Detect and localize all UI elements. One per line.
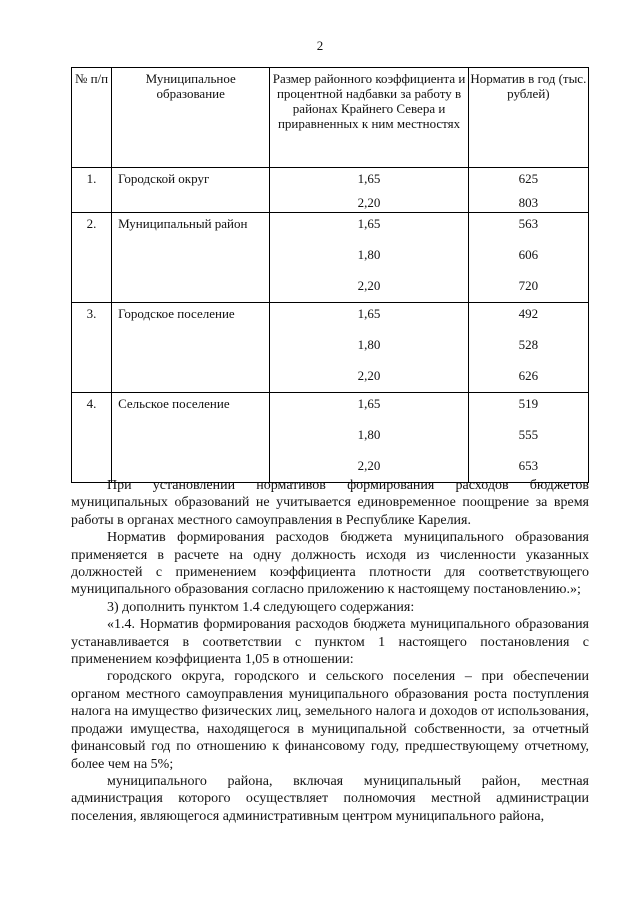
- row-coefficients: [270, 393, 468, 483]
- row-municipality: Сельское поселение: [112, 393, 270, 483]
- norm-value: 528: [518, 337, 539, 352]
- row-coefficients: [270, 303, 468, 393]
- norms-table: [71, 67, 589, 483]
- norm-value: 606: [518, 247, 539, 262]
- header-municipality: Муниципальное образование: [112, 68, 270, 168]
- coefficient-value: 1,65: [357, 306, 381, 321]
- coefficient-value: 1,80: [357, 337, 381, 352]
- page-number: 2: [316, 38, 324, 53]
- row-number: 3.: [72, 303, 112, 393]
- table-row: [72, 393, 589, 483]
- paragraph: «1.4. Норматив формирования расходов бюджета муниципального образования устанавливается в соответствии с пунктом 1 настоящего постановления с применением коэффициента 1,05 в отношении:: [71, 617, 589, 668]
- header-coefficient: Размер районного коэффициента и процентной надбавки за работу в районах Крайнего Севера и приравненных к ним местностях: [270, 68, 468, 168]
- table-header-row: [72, 68, 589, 168]
- table-row: [72, 303, 589, 393]
- coefficient-value: 2,20: [357, 278, 381, 293]
- header-norm: Норматив в год (тыс. рублей): [468, 68, 588, 168]
- row-municipality: Городское поселение: [112, 303, 270, 393]
- paragraph: городского округа, городского и сельского поселения – при обеспечении органом местного самоуправления муниципального образования роста поступления налога на имущество физических лиц, земельного налога и доходов от использования, продажи имущества, находящегося в муниципальной собственности, за отчетный финансовый год по отношению к финансовому году, предшествующему отчетному, более чем на 5%;: [71, 669, 589, 772]
- coefficient-value: 1,65: [357, 171, 381, 186]
- row-number: 4.: [72, 393, 112, 483]
- norm-value: 492: [518, 306, 539, 321]
- row-coefficients: [270, 168, 468, 213]
- body-text: [71, 477, 589, 825]
- coefficient-value: 1,80: [357, 247, 381, 262]
- coefficient-value: 2,20: [357, 368, 381, 383]
- norm-value: 653: [518, 458, 539, 473]
- table-row: [72, 213, 589, 303]
- row-municipality: Муниципальный район: [112, 213, 270, 303]
- coefficient-value: 1,80: [357, 427, 381, 442]
- norm-value: 563: [518, 216, 539, 231]
- norm-value: 720: [518, 278, 539, 293]
- coefficient-value: 1,65: [357, 396, 381, 411]
- row-norms: [468, 393, 588, 483]
- row-coefficients: [270, 213, 468, 303]
- row-number: 2.: [72, 213, 112, 303]
- paragraph: муниципального района, включая муниципальный район, местная администрация которого осуществляет полномочия местной администрации поселения, являющегося административным центром муниципального района,: [71, 773, 589, 824]
- norm-value: 626: [518, 368, 539, 383]
- norm-value: 625: [518, 171, 539, 186]
- table-row: [72, 168, 589, 213]
- row-norms: [468, 303, 588, 393]
- row-municipality: Городской округ: [112, 168, 270, 213]
- paragraph: При установлении нормативов формирования расходов бюджетов муниципальных образований не учитывается единовременное поощрение за время работы в органах местного самоуправления в Республике Карелия.: [71, 478, 589, 528]
- header-number: № п/п: [72, 68, 112, 168]
- paragraph: Норматив формирования расходов бюджета муниципального образования применяется в расчете на одну должность исходя из численности указанных должностей с применением коэффициента плотности для соответствующего муниципального образования согласно приложению к настоящему постановлению.»;: [71, 530, 589, 598]
- paragraph: 3) дополнить пунктом 1.4 следующего содержания:: [107, 599, 415, 615]
- norm-value: 803: [518, 195, 539, 210]
- coefficient-value: 1,65: [357, 216, 381, 231]
- coefficient-value: 2,20: [357, 195, 381, 210]
- norm-value: 519: [518, 396, 539, 411]
- coefficient-value: 2,20: [357, 458, 381, 473]
- row-norms: [468, 213, 588, 303]
- norm-value: 555: [518, 427, 539, 442]
- row-norms: [468, 168, 588, 213]
- row-number: 1.: [72, 168, 112, 213]
